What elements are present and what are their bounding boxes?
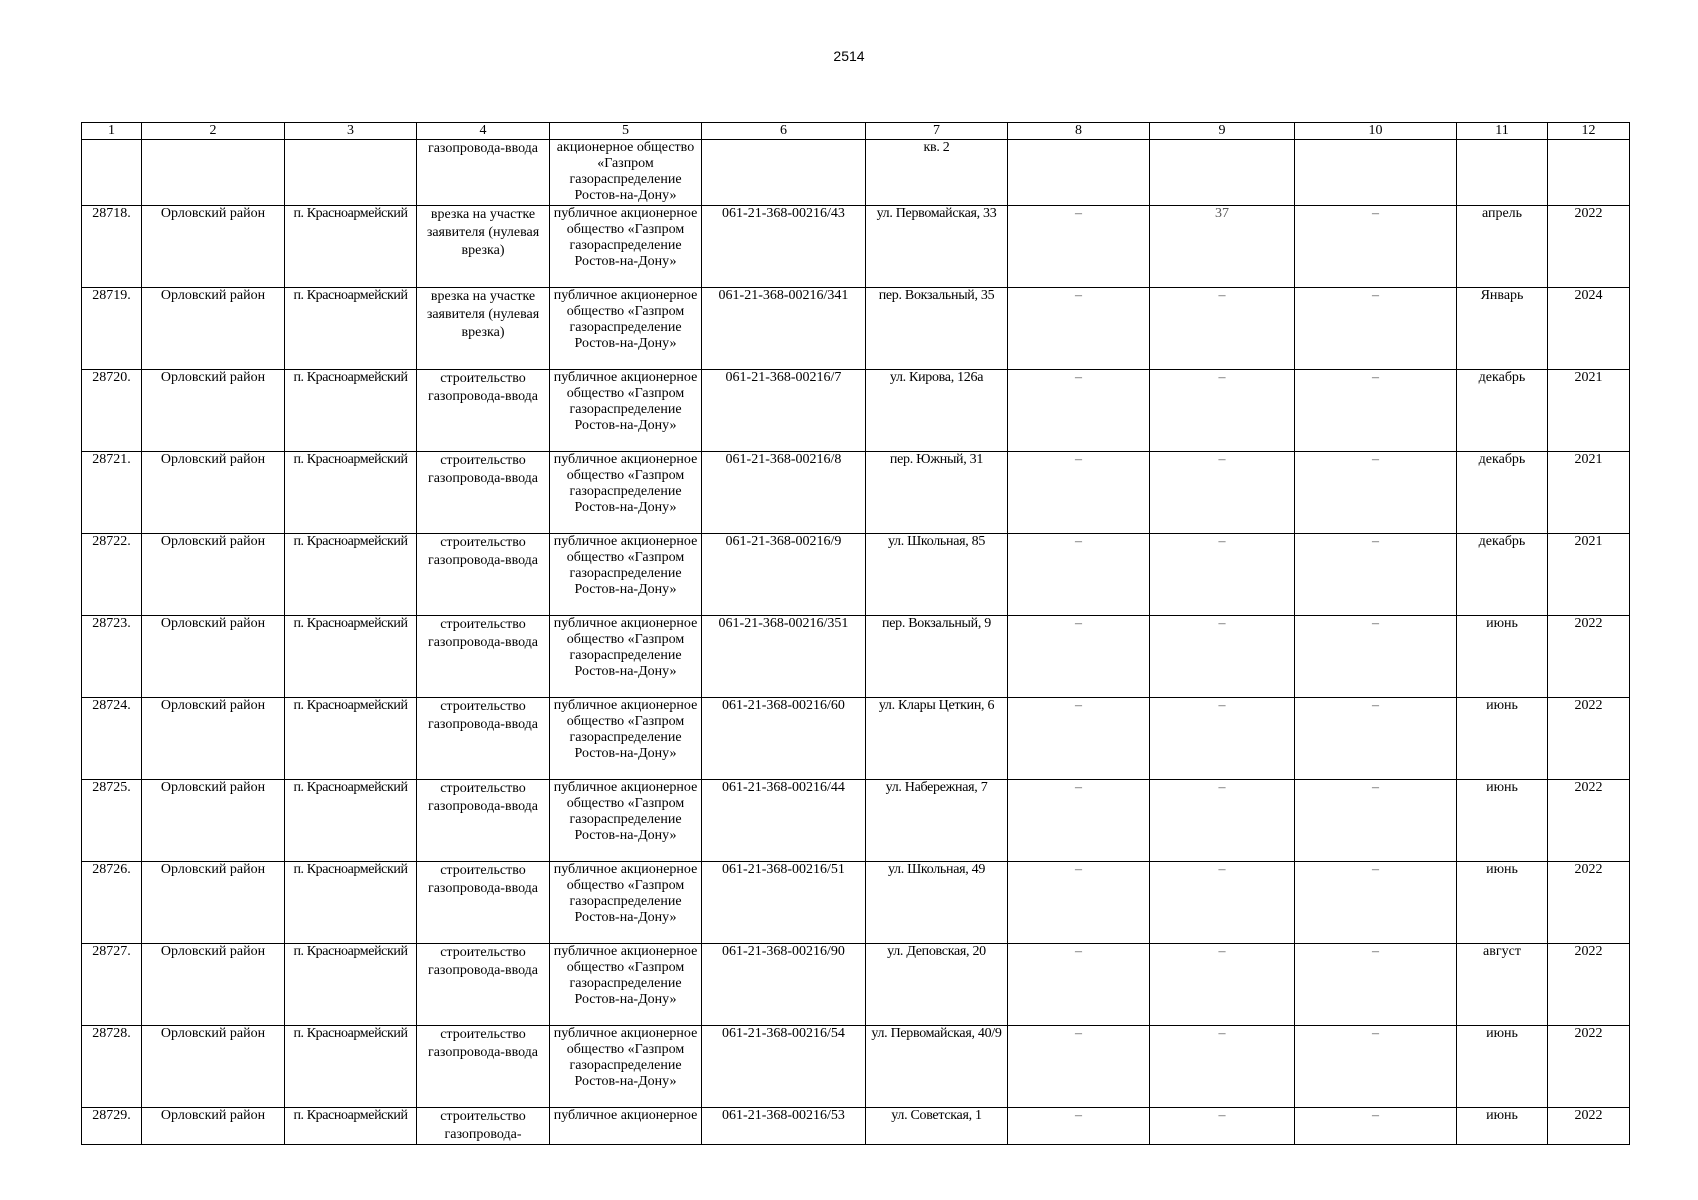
column-header-5: 5	[550, 123, 702, 140]
district-cell: Орловский район	[142, 288, 285, 370]
column-header-3: 3	[285, 123, 417, 140]
code-cell: 061-21-368-00216/351	[702, 616, 866, 698]
organization-cell: публичное акционерное общество «Газпром газораспределение Ростов-на-Дону»	[550, 1026, 702, 1108]
table-row	[82, 944, 1630, 1026]
col8-cell	[1008, 140, 1150, 206]
table-row	[82, 452, 1630, 534]
table-body	[82, 140, 1630, 1145]
address-cell: ул. Набережная, 7	[866, 780, 1008, 862]
code-cell: 061-21-368-00216/54	[702, 1026, 866, 1108]
address-cell: пер. Южный, 31	[866, 452, 1008, 534]
row-number: 28725.	[82, 780, 142, 862]
month-cell: август	[1457, 944, 1548, 1026]
table-row	[82, 698, 1630, 780]
locality-cell: п. Красноармейский	[285, 944, 417, 1026]
col8-cell: –	[1008, 1026, 1150, 1108]
row-number: 28722.	[82, 534, 142, 616]
address-cell: ул. Первомайская, 40/9	[866, 1026, 1008, 1108]
organization-cell: публичное акционерное общество «Газпром газораспределение Ростов-на-Дону»	[550, 862, 702, 944]
work-type-cell: строительство газопровода-ввода	[417, 944, 550, 1026]
column-header-8: 8	[1008, 123, 1150, 140]
col10-cell: –	[1295, 780, 1457, 862]
year-cell: 2021	[1548, 370, 1630, 452]
organization-cell: публичное акционерное общество «Газпром газораспределение Ростов-на-Дону»	[550, 616, 702, 698]
locality-cell: п. Красноармейский	[285, 534, 417, 616]
row-number: 28721.	[82, 452, 142, 534]
district-cell: Орловский район	[142, 698, 285, 780]
code-cell: 061-21-368-00216/9	[702, 534, 866, 616]
address-cell: ул. Кирова, 126а	[866, 370, 1008, 452]
col9-cell: –	[1150, 862, 1295, 944]
col9-cell: –	[1150, 944, 1295, 1026]
district-cell: Орловский район	[142, 206, 285, 288]
table-row	[82, 370, 1630, 452]
table-row	[82, 1026, 1630, 1108]
year-cell: 2022	[1548, 616, 1630, 698]
organization-cell: публичное акционерное общество «Газпром газораспределение Ростов-на-Дону»	[550, 698, 702, 780]
col10-cell	[1295, 140, 1457, 206]
col9-cell: –	[1150, 780, 1295, 862]
col10-cell: –	[1295, 206, 1457, 288]
locality-cell: п. Красноармейский	[285, 1108, 417, 1145]
row-number: 28728.	[82, 1026, 142, 1108]
work-type-cell: строительство газопровода-ввода	[417, 1026, 550, 1108]
organization-cell: публичное акционерное общество «Газпром газораспределение Ростов-на-Дону»	[550, 944, 702, 1026]
table-row	[82, 616, 1630, 698]
column-header-9: 9	[1150, 123, 1295, 140]
address-cell: ул. Школьная, 49	[866, 862, 1008, 944]
work-type-cell: строительство газопровода-ввода	[417, 616, 550, 698]
column-header-6: 6	[702, 123, 866, 140]
col10-cell: –	[1295, 862, 1457, 944]
col8-cell: –	[1008, 698, 1150, 780]
col10-cell: –	[1295, 1026, 1457, 1108]
col8-cell: –	[1008, 370, 1150, 452]
table-row-last	[82, 1108, 1630, 1145]
locality-cell: п. Красноармейский	[285, 616, 417, 698]
row-number	[82, 140, 142, 206]
work-type-cell: врезка на участке заявителя (нулевая врезка)	[417, 206, 550, 288]
col9-cell: –	[1150, 616, 1295, 698]
year-cell: 2021	[1548, 534, 1630, 616]
address-cell: ул. Деповская, 20	[866, 944, 1008, 1026]
work-type-cell: строительство газопровода-ввода	[417, 452, 550, 534]
locality-cell: п. Красноармейский	[285, 698, 417, 780]
locality-cell: п. Красноармейский	[285, 288, 417, 370]
col10-cell: –	[1295, 452, 1457, 534]
col8-cell: –	[1008, 862, 1150, 944]
table-row	[82, 206, 1630, 288]
district-cell: Орловский район	[142, 944, 285, 1026]
work-type-cell: врезка на участке заявителя (нулевая врезка)	[417, 288, 550, 370]
table-row	[82, 288, 1630, 370]
table-row	[82, 862, 1630, 944]
year-cell: 2021	[1548, 452, 1630, 534]
col8-cell: –	[1008, 944, 1150, 1026]
col8-cell: –	[1008, 452, 1150, 534]
table-row	[82, 780, 1630, 862]
month-cell: декабрь	[1457, 452, 1548, 534]
locality-cell: п. Красноармейский	[285, 862, 417, 944]
column-header-10: 10	[1295, 123, 1457, 140]
locality-cell: п. Красноармейский	[285, 1026, 417, 1108]
address-cell: пер. Вокзальный, 9	[866, 616, 1008, 698]
district-cell: Орловский район	[142, 534, 285, 616]
row-number: 28724.	[82, 698, 142, 780]
col9-cell: –	[1150, 1026, 1295, 1108]
work-type-cell: строительство газопровода-ввода	[417, 534, 550, 616]
col8-cell: –	[1008, 534, 1150, 616]
organization-cell: акционерное общество «Газпром газораспределение Ростов-на-Дону»	[550, 140, 702, 206]
organization-cell: публичное акционерное общество «Газпром газораспределение Ростов-на-Дону»	[550, 370, 702, 452]
work-type-cell: строительство газопровода-ввода	[417, 780, 550, 862]
locality-cell: п. Красноармейский	[285, 780, 417, 862]
month-cell: июнь	[1457, 862, 1548, 944]
address-cell: ул. Советская, 1	[866, 1108, 1008, 1145]
month-cell: июнь	[1457, 1026, 1548, 1108]
table-row	[82, 534, 1630, 616]
column-header-2: 2	[142, 123, 285, 140]
year-cell: 2022	[1548, 698, 1630, 780]
address-cell: ул. Клары Цеткин, 6	[866, 698, 1008, 780]
month-cell: июнь	[1457, 698, 1548, 780]
district-cell: Орловский район	[142, 452, 285, 534]
address-cell: ул. Школьная, 85	[866, 534, 1008, 616]
organization-cell: публичное акционерное общество «Газпром газораспределение Ростов-на-Дону»	[550, 534, 702, 616]
table-row-continued	[82, 140, 1630, 206]
organization-cell: публичное акционерное общество «Газпром газораспределение Ростов-на-Дону»	[550, 780, 702, 862]
work-type-cell: строительство газопровода-ввода	[417, 370, 550, 452]
code-cell: 061-21-368-00216/43	[702, 206, 866, 288]
row-number: 28719.	[82, 288, 142, 370]
year-cell: 2022	[1548, 1026, 1630, 1108]
table-header	[82, 123, 1630, 140]
month-cell	[1457, 140, 1548, 206]
year-cell: 2022	[1548, 206, 1630, 288]
col8-cell: –	[1008, 1108, 1150, 1145]
work-type-cell: строительство газопровода-	[417, 1108, 550, 1145]
address-cell: пер. Вокзальный, 35	[866, 288, 1008, 370]
col9-cell: –	[1150, 1108, 1295, 1145]
year-cell: 2022	[1548, 1108, 1630, 1145]
col10-cell: –	[1295, 616, 1457, 698]
locality-cell: п. Красноармейский	[285, 370, 417, 452]
code-cell: 061-21-368-00216/8	[702, 452, 866, 534]
code-cell: 061-21-368-00216/53	[702, 1108, 866, 1145]
district-cell: Орловский район	[142, 1026, 285, 1108]
header-row	[82, 123, 1630, 140]
col9-cell: 37	[1150, 206, 1295, 288]
col9-cell: –	[1150, 370, 1295, 452]
district-cell: Орловский район	[142, 370, 285, 452]
district-cell: Орловский район	[142, 616, 285, 698]
code-cell: 061-21-368-00216/341	[702, 288, 866, 370]
month-cell: декабрь	[1457, 534, 1548, 616]
row-number: 28726.	[82, 862, 142, 944]
locality-cell: п. Красноармейский	[285, 206, 417, 288]
col10-cell: –	[1295, 288, 1457, 370]
row-number: 28729.	[82, 1108, 142, 1145]
organization-cell: публичное акционерное общество «Газпром газораспределение Ростов-на-Дону»	[550, 206, 702, 288]
code-cell: 061-21-368-00216/60	[702, 698, 866, 780]
code-cell: 061-21-368-00216/7	[702, 370, 866, 452]
page-number: 2514	[833, 48, 865, 64]
work-type-cell: строительство газопровода-ввода	[417, 698, 550, 780]
month-cell: декабрь	[1457, 370, 1548, 452]
district-cell: Орловский район	[142, 1108, 285, 1145]
column-header-1: 1	[82, 123, 142, 140]
code-cell: 061-21-368-00216/51	[702, 862, 866, 944]
organization-cell: публичное акционерное	[550, 1108, 702, 1145]
month-cell: апрель	[1457, 206, 1548, 288]
col8-cell: –	[1008, 288, 1150, 370]
row-number: 28720.	[82, 370, 142, 452]
row-number: 28723.	[82, 616, 142, 698]
organization-cell: публичное акционерное общество «Газпром газораспределение Ростов-на-Дону»	[550, 288, 702, 370]
month-cell: июнь	[1457, 1108, 1548, 1145]
column-header-7: 7	[866, 123, 1008, 140]
district-cell: Орловский район	[142, 780, 285, 862]
month-cell: июнь	[1457, 616, 1548, 698]
column-header-11: 11	[1457, 123, 1548, 140]
district-cell: Орловский район	[142, 862, 285, 944]
row-number: 28727.	[82, 944, 142, 1026]
col8-cell: –	[1008, 780, 1150, 862]
column-header-12: 12	[1548, 123, 1630, 140]
col10-cell: –	[1295, 1108, 1457, 1145]
work-type-cell: строительство газопровода-ввода	[417, 862, 550, 944]
col10-cell: –	[1295, 534, 1457, 616]
column-header-4: 4	[417, 123, 550, 140]
year-cell: 2022	[1548, 944, 1630, 1026]
year-cell: 2022	[1548, 862, 1630, 944]
month-cell: июнь	[1457, 780, 1548, 862]
year-cell	[1548, 140, 1630, 206]
year-cell: 2022	[1548, 780, 1630, 862]
col10-cell: –	[1295, 944, 1457, 1026]
col9-cell: –	[1150, 452, 1295, 534]
col10-cell: –	[1295, 370, 1457, 452]
row-number: 28718.	[82, 206, 142, 288]
address-cell: кв. 2	[866, 140, 1008, 206]
col9-cell: –	[1150, 534, 1295, 616]
code-cell	[702, 140, 866, 206]
address-cell: ул. Первомайская, 33	[866, 206, 1008, 288]
col9-cell: –	[1150, 698, 1295, 780]
locality-cell	[285, 140, 417, 206]
col10-cell: –	[1295, 698, 1457, 780]
col9-cell: –	[1150, 288, 1295, 370]
organization-cell: публичное акционерное общество «Газпром газораспределение Ростов-на-Дону»	[550, 452, 702, 534]
locality-cell: п. Красноармейский	[285, 452, 417, 534]
code-cell: 061-21-368-00216/44	[702, 780, 866, 862]
code-cell: 061-21-368-00216/90	[702, 944, 866, 1026]
col8-cell: –	[1008, 206, 1150, 288]
district-cell	[142, 140, 285, 206]
work-type-cell: газопровода-ввода	[417, 140, 550, 206]
col8-cell: –	[1008, 616, 1150, 698]
col9-cell	[1150, 140, 1295, 206]
month-cell: Январь	[1457, 288, 1548, 370]
year-cell: 2024	[1548, 288, 1630, 370]
register-table	[81, 122, 1630, 1145]
